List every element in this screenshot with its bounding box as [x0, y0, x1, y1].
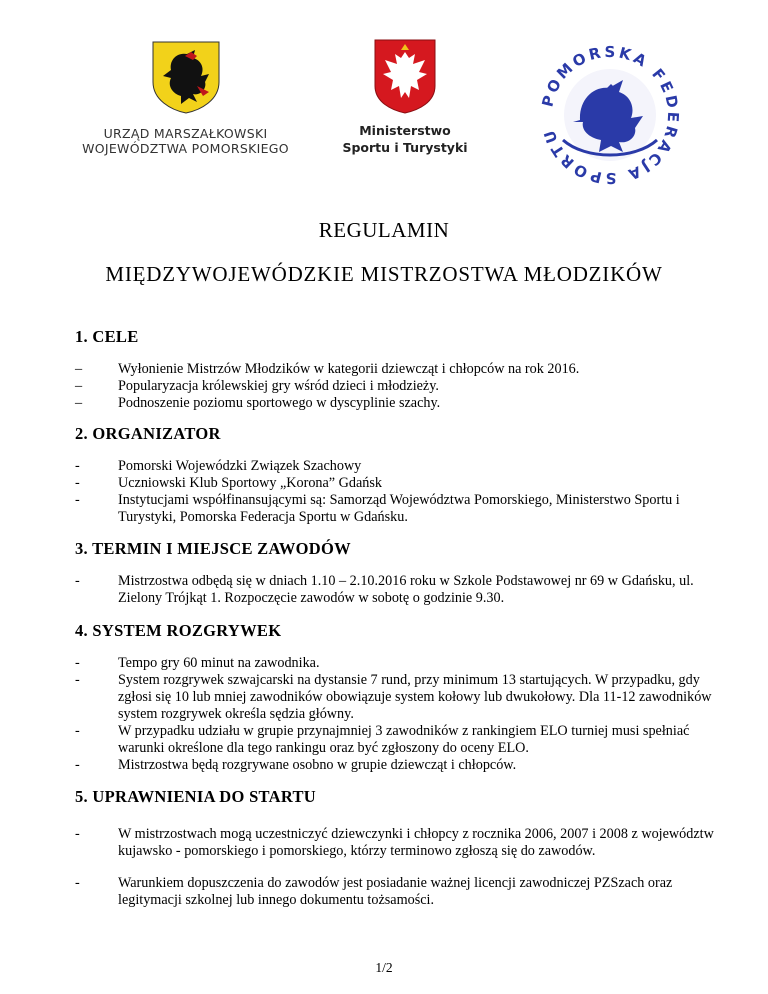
middle-logo-caption-1: Ministerstwo	[359, 123, 451, 138]
section-heading: 3. TERMIN I MIEJSCE ZAWODÓW	[75, 539, 351, 558]
list-item	[75, 672, 715, 723]
list-item	[75, 826, 715, 860]
page-number: 1/2	[375, 960, 393, 975]
item-text: Warunkiem dopuszczenia do zawodów jest posiadanie ważnej licencji zawodniczej PZSzach oraz legitymacji szkolnej lub innego dokumentu tożsamości.	[118, 875, 673, 908]
list-item	[75, 378, 715, 395]
urzad-marszalkowski-logo	[78, 40, 293, 180]
bullet: -	[75, 826, 80, 842]
item-text: Mistrzostwa będą rozgrywane osobno w grupie dziewcząt i chłopców.	[118, 757, 517, 773]
section-heading: 1. CELE	[75, 327, 139, 346]
pomorskie-coat-of-arms-icon	[151, 40, 221, 114]
section-heading: 2. ORGANIZATOR	[75, 424, 221, 443]
list-item	[75, 492, 715, 526]
section-cele	[75, 327, 715, 412]
bullet: -	[75, 475, 80, 491]
bullet: –	[75, 361, 83, 377]
bullet: -	[75, 723, 80, 739]
document-subtitle: MIĘDZYWOJEWÓDZKIE MISTRZOSTWA MŁODZIKÓW	[105, 262, 663, 286]
bullet: –	[75, 378, 83, 394]
left-logo-caption-2: WOJEWÓDZTWA POMORSKIEGO	[82, 141, 289, 156]
item-text: Instytucjami współfinansującymi są: Samorząd Województwa Pomorskiego, Ministerstwo Sportu i Turystyki, Pomorska Federacja Sportu w Gdańsku.	[118, 492, 680, 525]
item-text: Tempo gry 60 minut na zawodnika.	[118, 655, 320, 671]
section-heading: 5. UPRAWNIENIA DO STARTU	[75, 787, 317, 806]
bullet: -	[75, 672, 80, 688]
list-item	[75, 475, 715, 492]
list-item	[75, 458, 715, 475]
item-text: Popularyzacja królewskiej gry wśród dzieci i młodzieży.	[118, 378, 439, 394]
item-text: System rozgrywek szwajcarski na dystansie 7 rund, przy minimum 13 startujących. W przypadku, gdy zgłosi się 10 lub mniej zawodników obowiązuje system kołowy lub dwukołowy. Dla 11-12 zawodników system rozgrywek określa sędzia główny.	[118, 672, 712, 722]
middle-logo-caption-2: Sportu i Turystyki	[342, 140, 468, 155]
bullet: -	[75, 573, 80, 589]
bullet: –	[75, 395, 83, 411]
item-text: W mistrzostwach mogą uczestniczyć dziewczynki i chłopcy z rocznika 2006, 2007 i 2008 z województw kujawsko - pomorskiego i pomorskiego, którzy terminowo zgłoszą się do zawodów.	[118, 826, 714, 859]
item-text: Pomorski Wojewódzki Związek Szachowy	[118, 458, 362, 474]
item-text: Mistrzostwa odbędą się w dniach 1.10 – 2.10.2016 roku w Szkole Podstawowej nr 69 w Gdańsku, ul. Zielony Trójkąt 1. Rozpoczęcie zawodów w sobotę o godzinie 9.30.	[118, 573, 694, 606]
list-item	[75, 573, 715, 607]
section-uprawnienia	[75, 787, 715, 909]
bullet: -	[75, 757, 80, 773]
section-system	[75, 621, 715, 774]
ministerstwo-logo	[335, 38, 475, 168]
pomorska-federacja-sportu-logo	[535, 40, 685, 190]
item-text: Wyłonienie Mistrzów Młodzików w kategorii dziewcząt i chłopców na rok 2016.	[118, 361, 580, 377]
list-item	[75, 361, 715, 378]
list-item	[75, 655, 715, 672]
bullet: -	[75, 875, 80, 891]
federation-ring-text: POMORSKA FEDERACJA SPORTU	[538, 42, 683, 188]
section-heading: 4. SYSTEM ROZGRYWEK	[75, 621, 282, 640]
federation-emblem-icon	[535, 40, 685, 190]
list-item	[75, 875, 715, 909]
document-title: REGULAMIN	[318, 218, 450, 242]
polish-eagle-emblem-icon	[373, 38, 437, 114]
item-text: Uczniowski Klub Sportowy „Korona” Gdańsk	[118, 475, 382, 491]
left-logo-caption-1: URZĄD MARSZAŁKOWSKI	[103, 126, 268, 141]
list-item	[75, 757, 715, 774]
item-text: W przypadku udziału w grupie przynajmniej 3 zawodników z rankingiem ELO turniej musi spełniać warunki określone dla tego rankingu oraz być zgłoszony do oceny ELO.	[118, 723, 690, 756]
bullet: -	[75, 655, 80, 671]
list-item	[75, 723, 715, 757]
item-text: Podnoszenie poziomu sportowego w dyscyplinie szachy.	[118, 395, 441, 411]
list-item	[75, 395, 715, 412]
section-organizator	[75, 424, 715, 526]
bullet: -	[75, 492, 80, 508]
bullet: -	[75, 458, 80, 474]
logo-bar	[0, 0, 768, 190]
section-termin	[75, 539, 715, 607]
